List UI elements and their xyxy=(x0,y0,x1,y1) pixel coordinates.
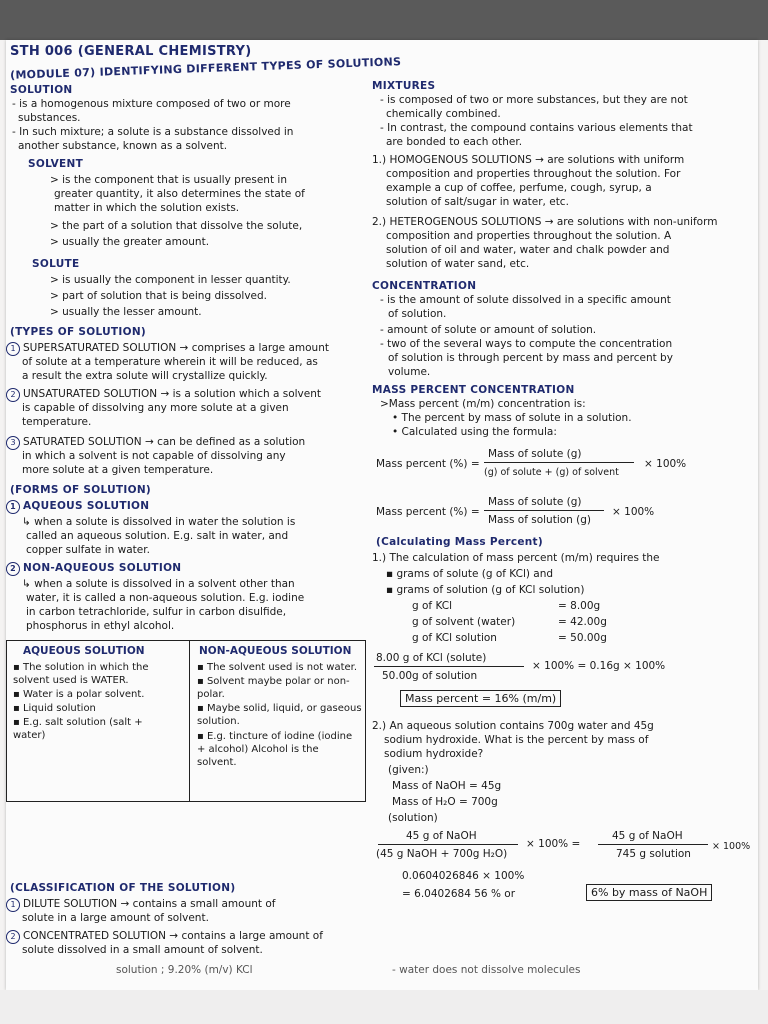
solvent-line: greater quantity, it also determines the state of xyxy=(54,188,305,200)
concentrated-line: solute dissolved in a small amount of solvent. xyxy=(22,944,263,956)
example-1-line: ▪ grams of solute (g of KCl) and xyxy=(386,568,554,580)
mass-percent-heading: MASS PERCENT CONCENTRATION xyxy=(372,384,575,396)
example-1-line: 1.) The calculation of mass percent (m/m) requires the xyxy=(372,552,660,564)
concentrated-line: 2 CONCENTRATED SOLUTION → contains a large amount of xyxy=(6,930,323,944)
example-2-numerator-2: 45 g of NaOH xyxy=(612,830,683,842)
concentration-line: of solution. xyxy=(388,308,447,320)
concentration-heading: CONCENTRATION xyxy=(372,280,477,292)
non-aqueous-heading: 2 NON-AQUEOUS SOLUTION xyxy=(6,562,181,576)
concentration-line: - amount of solute or amount of solution. xyxy=(380,324,597,336)
number-1: 1 xyxy=(6,898,20,912)
table-cell: ▪ E.g. salt solution (salt + xyxy=(13,717,143,728)
mixtures-line: - In contrast, the compound contains various elements that xyxy=(380,122,693,134)
table-cell: ▪ The solution in which the xyxy=(13,662,149,673)
given-value: = 8.00g xyxy=(558,600,601,612)
solvent-line: > usually the greater amount. xyxy=(50,236,210,248)
classification-heading: (CLASSIFICATION OF THE SOLUTION) xyxy=(10,882,236,894)
example-1-line: ▪ grams of solution (g of KCl solution) xyxy=(386,584,585,596)
non-aqueous-line: in carbon tetrachloride, sulfur in carbon disulfide, xyxy=(26,606,287,618)
mass-percent-line: >Mass percent (m/m) concentration is: xyxy=(380,398,586,410)
saturated-line: more solute at a given temperature. xyxy=(22,464,214,476)
notes-page xyxy=(6,40,758,990)
table-cell: ▪ Maybe solid, liquid, or gaseous xyxy=(197,703,362,714)
table-divider xyxy=(189,641,190,801)
table-cell: solvent used is WATER. xyxy=(13,675,129,686)
saturated-line: in which a solvent is not capable of dissolving any xyxy=(22,450,286,462)
formula-2-denominator: Mass of solution (g) xyxy=(488,514,592,526)
example-2-numerator: 45 g of NaOH xyxy=(406,830,477,842)
formula-1-denominator: (g) of solute + (g) of solvent xyxy=(484,467,619,478)
mixtures-line: chemically combined. xyxy=(386,108,501,120)
formula-2-numerator: Mass of solute (g) xyxy=(488,496,582,508)
mixtures-heading: MIXTURES xyxy=(372,80,436,92)
heterogenous-line: composition and properties throughout the solution. A xyxy=(386,230,672,242)
cutoff-line: - water does not dissolve molecules xyxy=(392,964,581,976)
unsaturated-line: 2 UNSATURATED SOLUTION → is a solution which a solvent xyxy=(6,388,321,402)
example-2-given: Mass of H₂O = 700g xyxy=(392,796,498,808)
aqueous-line: ↳ when a solute is dissolved in water the solution is xyxy=(22,516,296,528)
table-cell: ▪ The solvent used is not water. xyxy=(197,662,358,673)
homogenous-line: 1.) HOMOGENOUS SOLUTIONS → are solutions with uniform xyxy=(372,154,685,166)
heterogenous-line: solution of oil and water, water and chalk powder and xyxy=(386,244,670,256)
table-cell: ▪ Solvent maybe polar or non- xyxy=(197,676,350,687)
table-cell: water) xyxy=(13,730,46,741)
given-value: = 50.00g xyxy=(558,632,607,644)
example-1-answer-box: Mass percent = 16% (m/m) xyxy=(400,690,561,707)
aqueous-line: copper sulfate in water. xyxy=(26,544,150,556)
fraction-bar xyxy=(374,666,524,667)
formula-2-label: Mass percent (%) = xyxy=(376,506,480,518)
homogenous-line: example a cup of coffee, perfume, cough, syrup, a xyxy=(386,182,652,194)
example-2-line: sodium hydroxide? xyxy=(384,748,484,760)
example-2-step: 0.0604026846 × 100% xyxy=(402,870,525,882)
background-bottom-edge xyxy=(0,990,768,1024)
background-top-edge xyxy=(0,0,768,40)
example-2-middle: × 100% = xyxy=(526,838,581,850)
aqueous-heading: 1 AQUEOUS SOLUTION xyxy=(6,500,149,514)
example-2-step: = 6.0402684 56 % or xyxy=(402,888,516,900)
example-2-line: sodium hydroxide. What is the percent by mass of xyxy=(384,734,649,746)
homogenous-line: solution of salt/sugar in water, etc. xyxy=(386,196,569,208)
given-label: g of KCl xyxy=(412,600,453,612)
homogenous-line: composition and properties throughout the solution. For xyxy=(386,168,681,180)
example-2-denominator: (45 g NaOH + 700g H₂O) xyxy=(376,848,508,860)
unsaturated-line: temperature. xyxy=(22,416,92,428)
example-2-given: (solution) xyxy=(388,812,438,824)
concentration-line: volume. xyxy=(388,366,431,378)
supersaturated-line: a result the extra solute will crystallize quickly. xyxy=(22,370,268,382)
table-head-non-aqueous: NON-AQUEOUS SOLUTION xyxy=(199,645,352,657)
unsaturated-line: is capable of dissolving any more solute at a given xyxy=(22,402,289,414)
header-line-1: STH 006 (GENERAL CHEMISTRY) xyxy=(10,44,252,59)
mass-percent-line: • Calculated using the formula: xyxy=(392,426,557,438)
given-label: g of KCl solution xyxy=(412,632,497,644)
formula-2-multiplier: × 100% xyxy=(612,506,655,518)
solution-line: substances. xyxy=(18,112,81,124)
example-2-line: 2.) An aqueous solution contains 700g water and 45g xyxy=(372,720,654,732)
table-cell: solvent. xyxy=(197,757,237,768)
calculating-heading: (Calculating Mass Percent) xyxy=(376,536,543,548)
example-2-given: (given:) xyxy=(388,764,429,776)
example-1-numerator: 8.00 g of KCl (solute) xyxy=(376,652,487,664)
saturated-line: 3 SATURATED SOLUTION → can be defined as a solution xyxy=(6,436,305,450)
number-2: 2 xyxy=(6,562,20,576)
mixtures-line: are bonded to each other. xyxy=(386,136,523,148)
mass-percent-line: • The percent by mass of solute in a solution. xyxy=(392,412,632,424)
table-cell: polar. xyxy=(197,689,225,700)
solute-line: > is usually the component in lesser quantity. xyxy=(50,274,291,286)
table-cell: solution. xyxy=(197,716,240,727)
given-value: = 42.00g xyxy=(558,616,607,628)
table-cell: ▪ Liquid solution xyxy=(13,703,96,714)
solution-line: - is a homogenous mixture composed of two or more xyxy=(12,98,291,110)
example-1-denominator: 50.00g of solution xyxy=(382,670,478,682)
solvent-line: > is the component that is usually present in xyxy=(50,174,287,186)
supersaturated-line: of solute at a temperature wherein it will be reduced, as xyxy=(22,356,318,368)
supersaturated-line: 1 SUPERSATURATED SOLUTION → comprises a large amount xyxy=(6,342,329,356)
example-1-result: × 100% = 0.16g × 100% xyxy=(532,660,666,672)
number-2: 2 xyxy=(6,930,20,944)
number-1: 1 xyxy=(6,342,20,356)
number-3: 3 xyxy=(6,436,20,450)
comparison-table xyxy=(6,640,366,802)
forms-heading: (FORMS OF SOLUTION) xyxy=(10,484,152,496)
number-1: 1 xyxy=(6,500,20,514)
example-2-answer-box: 6% by mass of NaOH xyxy=(586,884,712,901)
solute-line: > part of solution that is being dissolved. xyxy=(50,290,268,302)
solution-line: - In such mixture; a solute is a substance dissolved in xyxy=(12,126,294,138)
example-2-given: Mass of NaOH = 45g xyxy=(392,780,502,792)
concentration-line: - is the amount of solute dissolved in a specific amount xyxy=(380,294,671,306)
formula-1-label: Mass percent (%) = xyxy=(376,458,480,470)
non-aqueous-line: ↳ when a solute is dissolved in a solvent other than xyxy=(22,578,295,590)
table-cell: + alcohol) Alcohol is the xyxy=(197,744,319,755)
formula-1-numerator: Mass of solute (g) xyxy=(488,448,582,460)
fraction-bar xyxy=(378,844,518,845)
types-heading: (TYPES OF SOLUTION) xyxy=(10,326,147,338)
dilute-line: 1 DILUTE SOLUTION → contains a small amount of xyxy=(6,898,275,912)
fraction-bar xyxy=(598,844,708,845)
solute-line: > usually the lesser amount. xyxy=(50,306,202,318)
solution-heading: SOLUTION xyxy=(10,84,73,96)
example-2-denominator-2: 745 g solution xyxy=(616,848,691,860)
solvent-line: > the part of a solution that dissolve the solute, xyxy=(50,220,303,232)
aqueous-line: called an aqueous solution. E.g. salt in water, and xyxy=(26,530,289,542)
table-head-aqueous: AQUEOUS SOLUTION xyxy=(23,645,145,657)
given-label: g of solvent (water) xyxy=(412,616,516,628)
mixtures-line: - is composed of two or more substances, but they are not xyxy=(380,94,688,106)
solute-heading: SOLUTE xyxy=(32,258,80,270)
fraction-bar xyxy=(484,462,634,463)
table-cell: ▪ Water is a polar solvent. xyxy=(13,689,145,700)
cutoff-line: solution ; 9.20% (m/v) KCl xyxy=(116,964,253,976)
concentration-line: of solution is through percent by mass and percent by xyxy=(388,352,673,364)
number-2: 2 xyxy=(6,388,20,402)
dilute-line: solute in a large amount of solvent. xyxy=(22,912,209,924)
formula-1-multiplier: × 100% xyxy=(644,458,687,470)
header-line-2: (MODULE 07) IDENTIFYING DIFFERENT TYPES OF SOLUTIONS xyxy=(9,55,402,82)
fraction-bar xyxy=(484,510,604,511)
table-cell: ▪ E.g. tincture of iodine (iodine xyxy=(197,731,353,742)
heterogenous-line: 2.) HETEROGENOUS SOLUTIONS → are solutions with non-uniform xyxy=(372,216,718,228)
solvent-line: matter in which the solution exists. xyxy=(54,202,240,214)
solvent-heading: SOLVENT xyxy=(28,158,84,170)
non-aqueous-line: water, it is called a non-aqueous solution. E.g. iodine xyxy=(26,592,305,604)
example-2-multiplier-2: × 100% xyxy=(712,841,751,852)
concentration-line: - two of the several ways to compute the concentration xyxy=(380,338,673,350)
heterogenous-line: solution of water sand, etc. xyxy=(386,258,530,270)
solution-line: another substance, known as a solvent. xyxy=(18,140,228,152)
non-aqueous-line: phosphorus in ethyl alcohol. xyxy=(26,620,175,632)
